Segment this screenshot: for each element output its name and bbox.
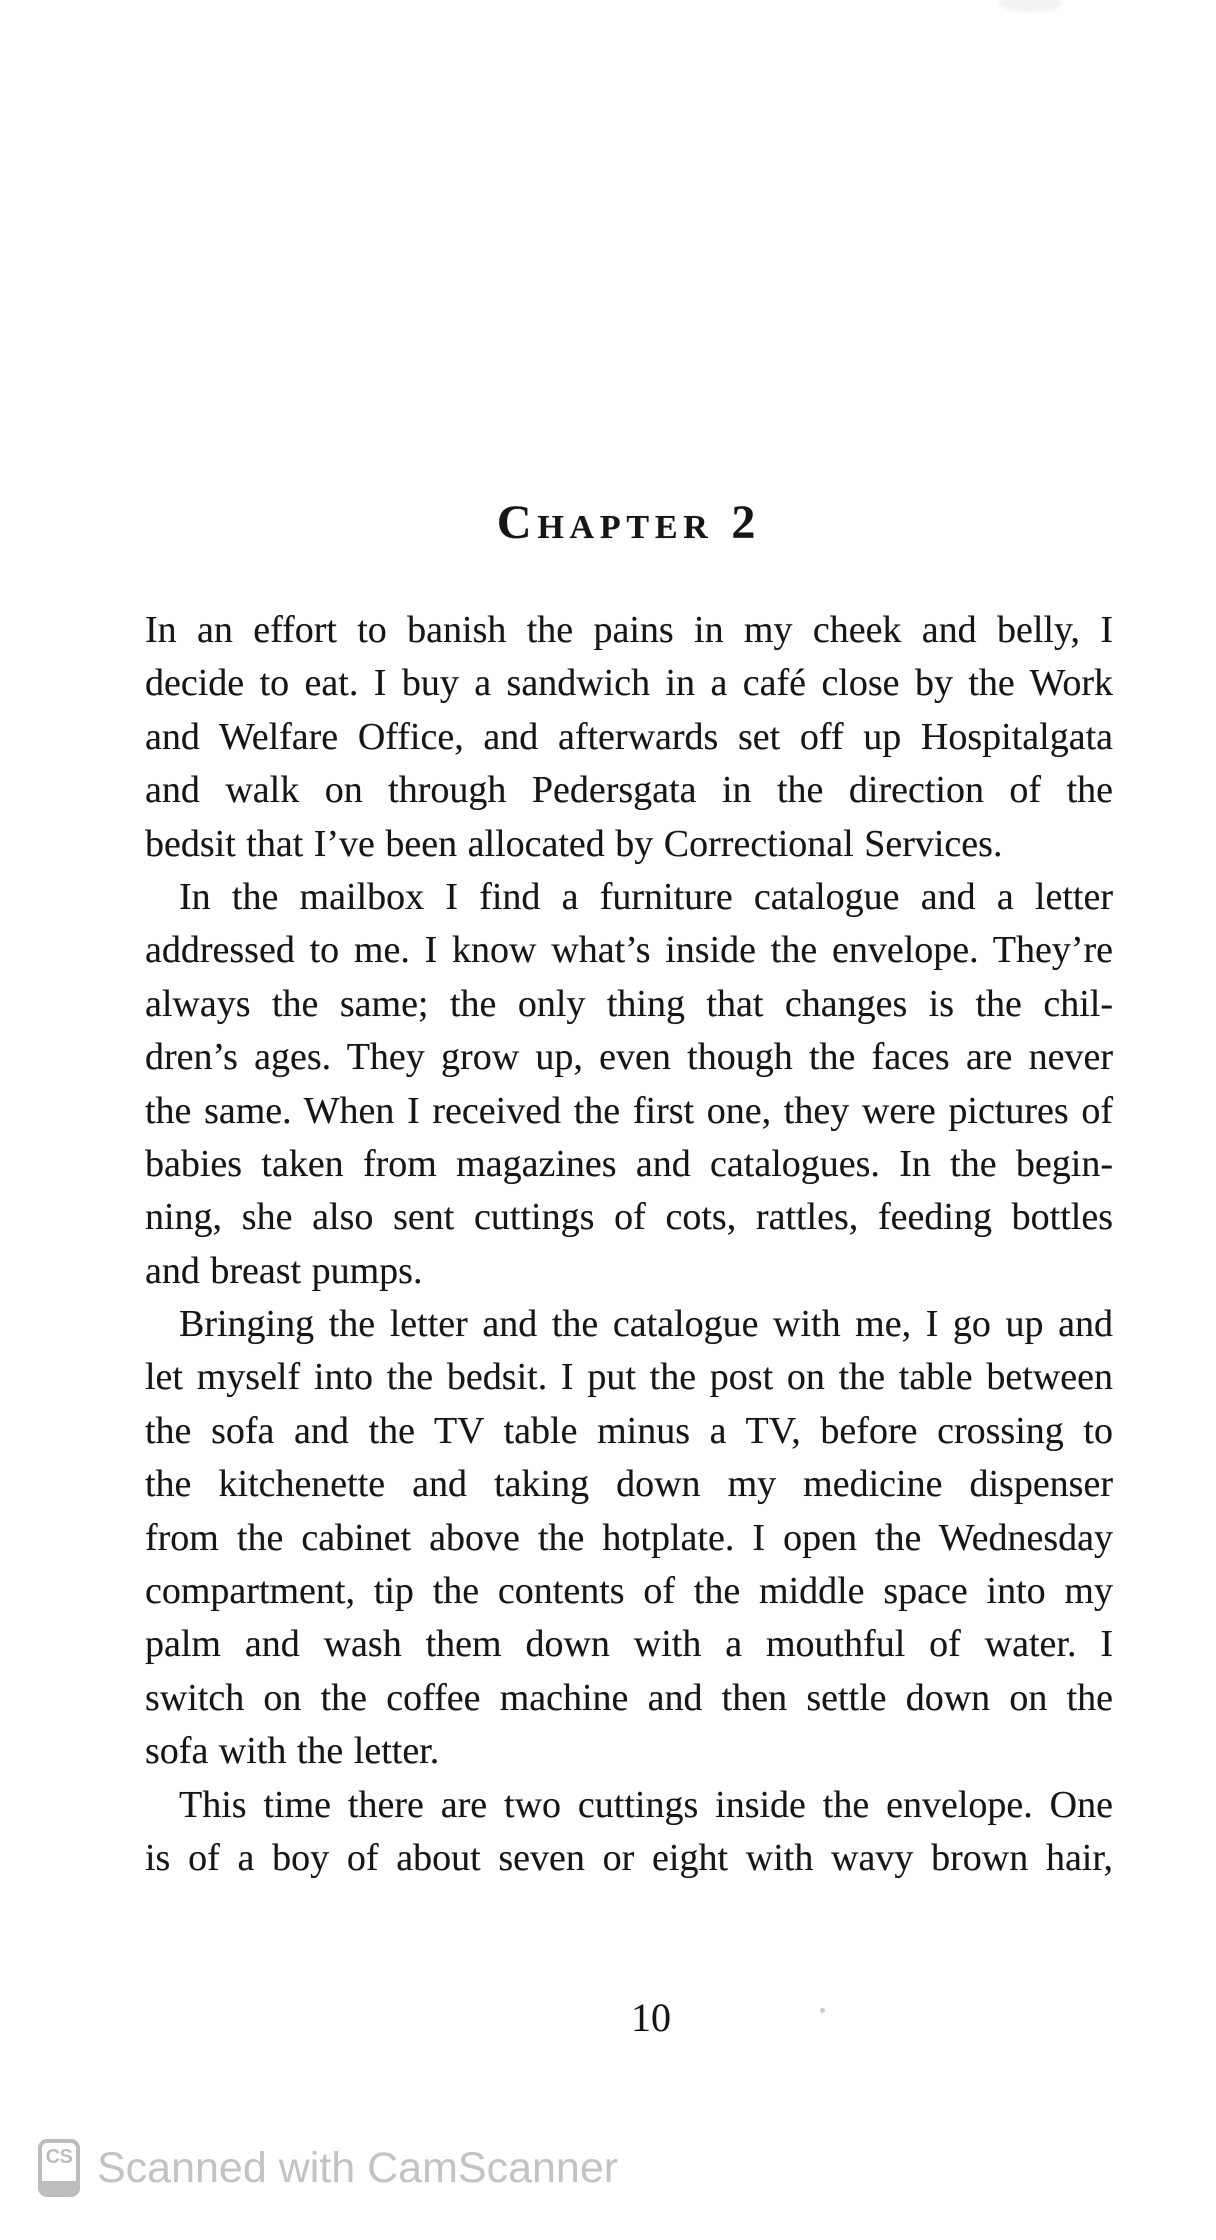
scan-speck (820, 2008, 825, 2013)
text-line: the kitchenette and taking down my medicine dispenser (145, 1463, 1113, 1506)
chapter-heading: Chapter 2 (496, 496, 762, 549)
text-line: Bringing the letter and the catalogue with me, I go up and (179, 1303, 1113, 1346)
text-line: and breast pumps. (145, 1249, 423, 1292)
text-line: is of a boy of about seven or eight with wavy brown hair, (145, 1836, 1113, 1879)
scan-smudge (998, 0, 1062, 12)
text-line: the sofa and the TV table minus a TV, before crossing to (145, 1409, 1113, 1452)
text-line: ning, she also sent cuttings of cots, rattles, feeding bottles (145, 1196, 1113, 1239)
paragraph (145, 604, 1113, 871)
body-text (145, 604, 1113, 1885)
text-line: This time there are two cuttings inside the envelope. One (179, 1783, 1113, 1826)
text-line: and walk on through Pedersgata in the direction of the (145, 769, 1113, 812)
text-line: sofa with the letter. (145, 1730, 440, 1773)
text-line: addressed to me. I know what’s inside the envelope. They’re (145, 929, 1113, 972)
text-line: decide to eat. I buy a sandwich in a café close by the Work (145, 662, 1113, 705)
camscanner-icon-label: CS (45, 2146, 73, 2168)
camscanner-watermark (38, 2139, 618, 2197)
paragraph (145, 1779, 1113, 1886)
paragraph (145, 1298, 1113, 1779)
text-line: babies taken from magazines and catalogues. In the begin- (145, 1142, 1113, 1185)
text-line: switch on the coffee machine and then settle down on the (145, 1676, 1113, 1719)
page-number: 10 (631, 1995, 671, 2040)
text-line: always the same; the only thing that changes is the chil- (145, 982, 1113, 1025)
watermark-text: Scanned with CamScanner (97, 2143, 619, 2192)
text-line: bedsit that I’ve been allocated by Correctional Services. (145, 822, 1003, 865)
text-line: and Welfare Office, and afterwards set off up Hospitalgata (145, 715, 1113, 758)
text-line: In the mailbox I find a furniture catalogue and a letter (179, 875, 1113, 918)
text-line: palm and wash them down with a mouthful of water. I (145, 1623, 1113, 1666)
camscanner-icon (38, 2139, 80, 2197)
paragraph (145, 871, 1113, 1298)
camscanner-icon-bar (42, 2181, 76, 2193)
text-line: let myself into the bedsit. I put the post on the table between (145, 1356, 1113, 1399)
text-line: compartment, tip the contents of the middle space into my (145, 1570, 1113, 1613)
text-line: the same. When I received the first one, they were pictures of (145, 1089, 1113, 1132)
text-line: from the cabinet above the hotplate. I open the Wednesday (145, 1516, 1113, 1559)
text-line: In an effort to banish the pains in my cheek and belly, I (145, 609, 1113, 651)
text-line: dren’s ages. They grow up, even though the faces are never (145, 1036, 1113, 1079)
